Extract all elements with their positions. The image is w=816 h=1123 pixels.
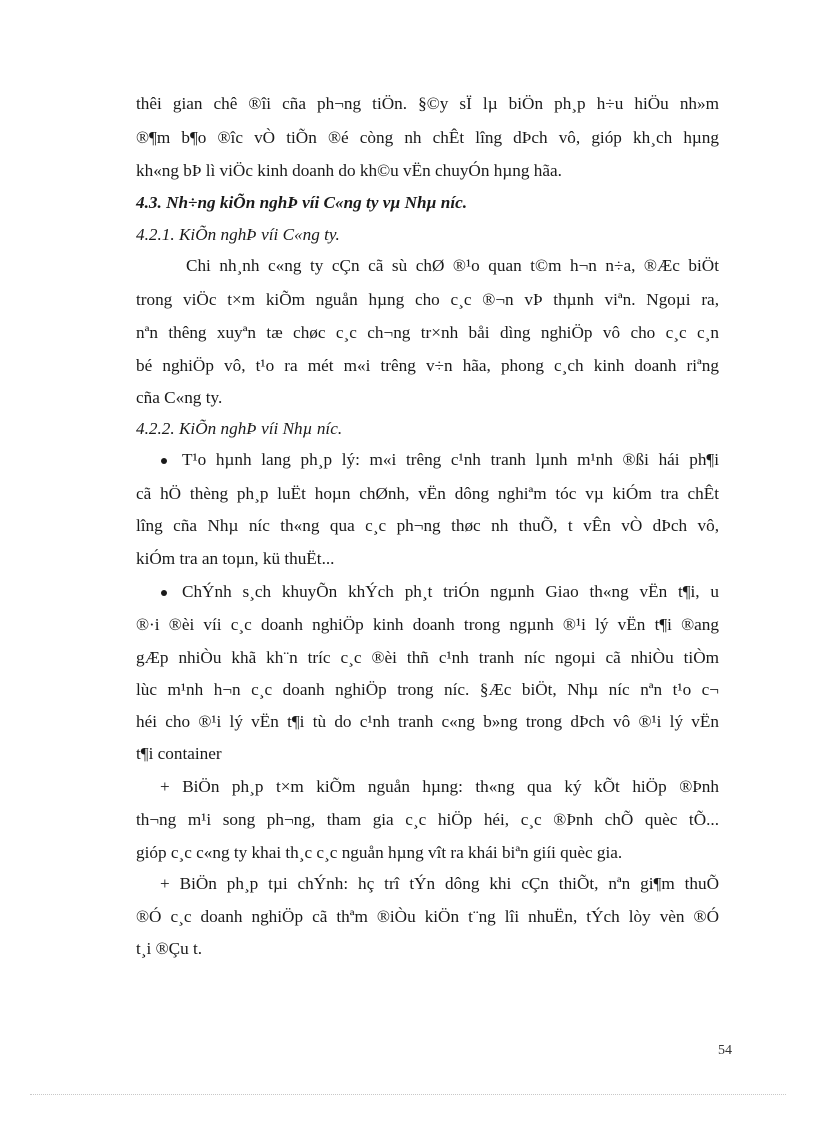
text-line: t¶i container: [136, 744, 222, 763]
subsection-heading: 4.2.2. KiÕn nghÞ víi Nhµ níc.: [136, 419, 343, 438]
text-line: gióp c¸c c«ng ty khai th¸c c¸c nguån hµng vît ra khái biªn giíi quèc gia.: [136, 843, 623, 862]
text-line: nªn thêng xuyªn tæ chøc c¸c ch¬ng tr×nh båi dìng nghiÖp vô cho c¸c c¸n: [136, 323, 719, 342]
text-line: kiÓm tra an toµn, kü thuËt...: [136, 549, 335, 568]
text-line: cã hÖ thèng ph¸p luËt hoµn chØnh, vËn dông nghiªm tóc vµ kiÓm tra chÊt: [136, 484, 719, 503]
bullet-icon: [161, 458, 167, 464]
text-line: héi cho ®¹i lý vËn t¶i tù do c¹nh tranh c«ng b»ng trong dÞch vô ®¹i lý vËn: [136, 712, 719, 731]
text-line: ®·i ®èi víi c¸c doanh nghiÖp kinh doanh trong ngµnh ®¹i lý vËn t¶i ®ang: [136, 615, 719, 634]
text-line: thêi gian chê ®îi cña ph¬ng tiÖn. §©y sÏ lµ biÖn ph¸p h÷u hiÖu nh»m: [136, 94, 719, 113]
text-line: ®Ó c¸c doanh nghiÖp cã thªm ®iÒu kiÖn t¨ng lîi nhuËn, tÝch lòy vèn ®Ó: [136, 907, 719, 926]
text-line: cña C«ng ty.: [136, 388, 223, 407]
text-line: bé nghiÖp vô, t¹o ra mét m«i trêng v÷n hãa, phong c¸ch kinh doanh riªng: [136, 356, 719, 375]
section-heading: 4.3. Nh÷ng kiÕn nghÞ víi C«ng ty vµ Nhµ níc.: [136, 193, 468, 212]
text-line: t¸i ®Çu t.: [136, 939, 203, 958]
text-line: ChÝnh s¸ch khuyÕn khÝch ph¸t triÓn ngµnh Giao th«ng vËn t¶i, u: [182, 582, 719, 601]
text-line: trong viÖc t×m kiÕm nguån hµng cho c¸c ®¬n vÞ thµnh viªn. Ngoµi ra,: [136, 290, 719, 309]
bullet-icon: [161, 590, 167, 596]
text-line: lùc m¹nh h¬n c¸c doanh nghiÖp trong níc. §Æc biÖt, Nhµ níc nªn t¹o c¬: [136, 680, 719, 699]
subsection-heading: 4.2.1. KiÕn nghÞ víi C«ng ty.: [136, 225, 340, 244]
footer-divider: [30, 1094, 786, 1095]
text-line: th¬ng m¹i song ph¬ng, tham gia c¸c hiÖp héi, c¸c ®Þnh chÕ quèc tÕ...: [136, 810, 719, 829]
text-line: + BiÖn ph¸p tµi chÝnh: hç trî tÝn dông khi cÇn thiÕt, nªn gi¶m thuÕ: [160, 874, 719, 893]
text-line: + BiÖn ph¸p t×m kiÕm nguån hµng: th«ng qua ký kÕt hiÖp ®Þnh: [160, 777, 719, 796]
text-line: T¹o hµnh lang ph¸p lý: m«i trêng c¹nh tranh lµnh m¹nh ®ßi hái ph¶i: [182, 450, 719, 469]
text-line: gÆp nhiÒu khã kh¨n tríc c¸c ®èi thñ c¹nh tranh níc ngoµi cã nhiÒu tiÒm: [136, 648, 719, 667]
text-line: Chi nh¸nh c«ng ty cÇn cã sù chØ ®¹o quan t©m h¬n n÷a, ®Æc biÖt: [186, 256, 719, 275]
text-line: lîng cña Nhµ níc th«ng qua c¸c ph¬ng thøc nh thuÕ, t vÊn vÒ dÞch vô,: [136, 516, 719, 535]
text-line: kh«ng bÞ lì viÖc kinh doanh do kh©u vËn chuyÓn hµng hãa.: [136, 161, 562, 180]
page-number: 54: [718, 1043, 732, 1058]
text-line: ®¶m b¶o ®îc vÒ tiÕn ®é còng nh chÊt lîng dÞch vô, gióp kh¸ch hµng: [136, 128, 719, 147]
